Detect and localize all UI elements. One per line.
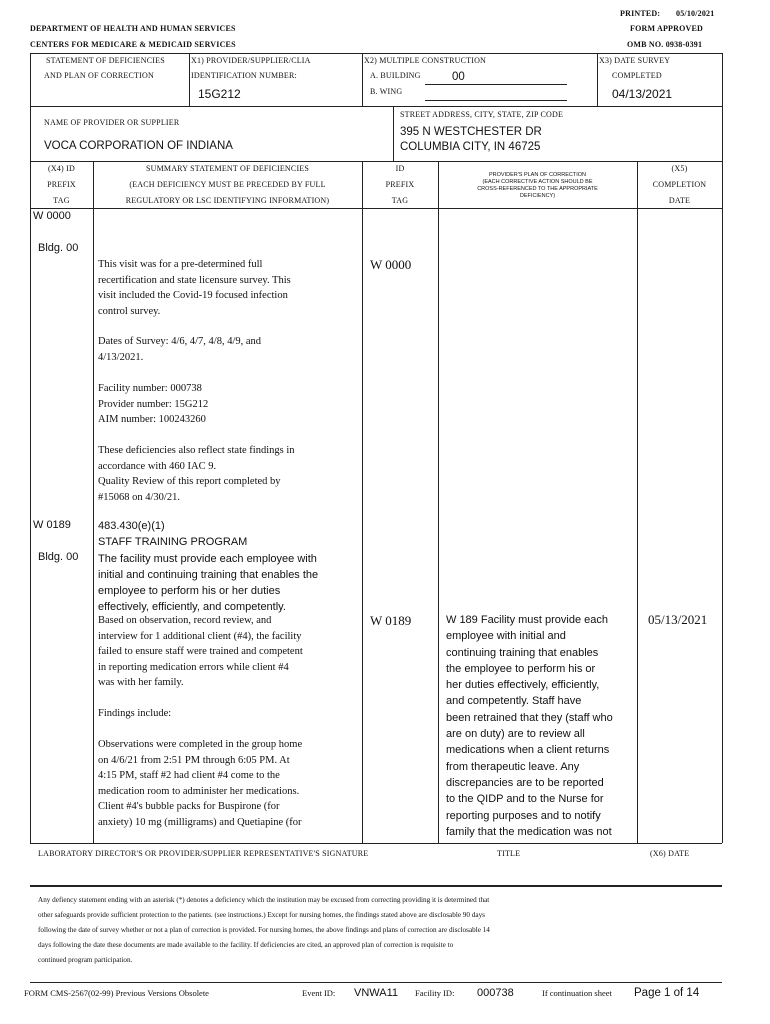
line: Provider number: 15G212 xyxy=(98,398,209,410)
x5-header-2: COMPLETION xyxy=(652,180,707,189)
date-survey-label-2: COMPLETED xyxy=(612,71,662,80)
line: visit included the Covid-19 focused infection xyxy=(98,290,288,301)
x4-header-3: TAG xyxy=(53,196,70,205)
id-prefix-tag-1: W 0000 xyxy=(370,257,412,272)
address-label: STREET ADDRESS, CITY, STATE, ZIP CODE xyxy=(400,110,564,119)
regulation-title xyxy=(98,518,360,616)
line: anxiety) 10 mg (milligrams) and Quetiapine (for xyxy=(98,816,302,828)
department-name: DEPARTMENT OF HEALTH AND HUMAN SERVICES xyxy=(30,24,236,33)
provider-id-label-2: IDENTIFICATION NUMBER: xyxy=(191,71,297,80)
line: in reporting medication errors while client #4 xyxy=(98,661,289,673)
summary-header-1: SUMMARY STATEMENT OF DEFICIENCIES xyxy=(145,164,310,173)
line: initial and continuing training that enables the xyxy=(98,568,319,581)
deficiency-para-2 xyxy=(98,334,360,365)
id-prefix-tag-2: W 0189 xyxy=(370,613,412,628)
deficiency-para-1 xyxy=(98,257,360,319)
plan-header-1: PROVIDER'S PLAN OF CORRECTION xyxy=(488,172,586,178)
provider-id-value: 15G212 xyxy=(198,87,241,101)
line: AIM number: 100243260 xyxy=(98,414,206,425)
line: was with her family. xyxy=(98,677,184,688)
line: and competently. Staff have xyxy=(446,695,582,708)
line: continuing training that enables xyxy=(446,646,599,659)
form-number: FORM CMS-2567(02-99) Previous Versions Obsolete xyxy=(24,988,209,998)
id-header-1: ID xyxy=(395,164,405,173)
line: continued program participation. xyxy=(38,956,133,964)
x5-header-3: DATE xyxy=(668,196,691,205)
line: her duties effectively, efficiently, xyxy=(446,679,600,692)
plan-of-correction-text xyxy=(446,612,634,840)
deficiency-para-3 xyxy=(98,381,360,428)
line: The facility must provide each employee with xyxy=(98,552,317,565)
address-line-1: 395 N WESTCHESTER DR xyxy=(400,126,542,138)
deficiency-para-7 xyxy=(98,737,360,830)
deficiency-para-4 xyxy=(98,443,360,505)
line: This visit was for a pre-determined full xyxy=(98,259,263,270)
line: recertification and state licensure survey. This xyxy=(98,274,291,286)
line: following the date of survey whether or not a plan of correction is provided. For nursing homes, the above findings and plans of correction are disclosable 14 xyxy=(38,926,490,934)
line: control survey. xyxy=(98,305,161,317)
building-tag-1: Bldg. 00 xyxy=(38,242,79,254)
line: Client #4's bubble packs for Buspirone (for xyxy=(98,801,280,812)
line: 4/13/2021. xyxy=(98,351,144,363)
date-survey-label-1: X3) DATE SURVEY xyxy=(599,56,671,65)
line: are on duty) are to review all xyxy=(446,728,585,741)
printed-date: 05/10/2021 xyxy=(676,9,715,18)
line: #15068 on 4/30/21. xyxy=(98,491,180,503)
line: days following the date these documents are made available to the facility. If deficiencies are cited, an approved plan of correction is requisite to xyxy=(38,941,454,949)
line: from therapeutic leave. Any xyxy=(446,760,580,773)
prefix-tag-1: W 0000 xyxy=(33,210,71,222)
line: Findings include: xyxy=(98,708,172,719)
line: medication room to administer her medications. xyxy=(98,785,300,797)
line: Based on observation, record review, and xyxy=(98,615,272,626)
line: effectively, efficiently, and competently. xyxy=(98,601,286,614)
line: interview for 1 additional client (#4), the facility xyxy=(98,630,302,642)
line: These deficiencies also reflect state findings in xyxy=(98,445,295,456)
completion-date: 05/13/2021 xyxy=(648,612,708,627)
centers-name: CENTERS FOR MEDICARE & MEDICAID SERVICES xyxy=(30,40,236,49)
provider-name-label: NAME OF PROVIDER OR SUPPLIER xyxy=(44,118,180,127)
line: 483.430(e)(1) xyxy=(98,520,165,532)
summary-header-3: REGULATORY OR LSC IDENTIFYING INFORMATION) xyxy=(125,196,330,205)
line: Dates of Survey: 4/6, 4/7, 4/8, 4/9, and xyxy=(98,336,262,347)
event-id-value: VNWA11 xyxy=(354,987,399,999)
summary-header-2: (EACH DEFICIENCY MUST BE PRECEDED BY FULL xyxy=(129,180,326,189)
line: W 189 Facility must provide each xyxy=(446,614,609,626)
building-value: 00 xyxy=(452,71,465,83)
line: 4:15 PM, staff #2 had client #4 come to the xyxy=(98,770,280,781)
line: on 4/6/21 from 2:51 PM through 6:05 PM. At xyxy=(98,754,290,766)
line: Quality Review of this report completed by xyxy=(98,476,281,487)
printed-label: PRINTED: xyxy=(620,9,661,18)
deficiency-para-6 xyxy=(98,706,360,722)
plan-header-3: CROSS-REFERENCED TO THE APPROPRIATE xyxy=(477,186,598,192)
line: STAFF TRAINING PROGRAM xyxy=(98,536,248,549)
form-approved: FORM APPROVED xyxy=(630,24,704,33)
line: to the QIDP and to the Nurse for xyxy=(446,793,604,806)
line: accordance with 460 IAC 9. xyxy=(98,460,217,472)
id-header-2: PREFIX xyxy=(385,180,415,189)
plan-header-2: (EACH CORRECTIVE ACTION SHOULD BE xyxy=(482,179,593,185)
x5-header-1: (X5) xyxy=(671,164,688,173)
omb-number: OMB NO. 0938-0391 xyxy=(627,40,703,49)
line: Observations were completed in the group home xyxy=(98,739,303,750)
event-id-label: Event ID: xyxy=(302,988,336,998)
address-line-2: COLUMBIA CITY, IN 46725 xyxy=(400,141,541,153)
date-label: (X6) DATE xyxy=(650,849,690,858)
x4-header-2: PREFIX xyxy=(47,180,76,189)
line: failed to ensure staff were trained and competent xyxy=(98,646,303,657)
x4-header-1: (X4) ID xyxy=(48,164,75,173)
plan-header-4: DEFICIENCY) xyxy=(519,193,556,199)
title-label: TITLE xyxy=(497,849,521,858)
multiple-construction-label: X2) MULTIPLE CONSTRUCTION xyxy=(364,56,487,65)
line: Any defiency statement ending with an asterisk (*) denotes a deficiency which the institution may be excused from correcting providing it is determined that xyxy=(38,896,490,904)
plan-header xyxy=(438,172,637,200)
signature-label: LABORATORY DIRECTOR'S OR PROVIDER/SUPPLIER REPRESENTATIVE'S SIGNATURE xyxy=(38,849,369,858)
wing-label: B. WING xyxy=(370,87,403,96)
date-survey-value: 04/13/2021 xyxy=(612,87,673,101)
line: other safeguards provide sufficient protection to the patients. (see instructions.) Except for nursing homes, the findings stated above are disclosable 90 days xyxy=(38,911,485,919)
line: Facility number: 000738 xyxy=(98,383,202,394)
line: employee to perform his or her duties xyxy=(98,585,281,598)
line: the employee to perform his or xyxy=(446,662,596,675)
provider-id-label-1: X1) PROVIDER/SUPPLIER/CLIA xyxy=(191,56,311,65)
line: reporting purposes and to notify xyxy=(446,809,601,822)
disclaimer xyxy=(38,893,718,968)
deficiency-para-5 xyxy=(98,613,360,691)
id-header-3: TAG xyxy=(391,196,409,205)
line: discrepancies are to be reported xyxy=(446,776,604,789)
line: medications when a client returns xyxy=(446,744,610,757)
line: family that the medication was not xyxy=(446,825,612,838)
signature-line xyxy=(30,885,722,887)
line: employee with initial and xyxy=(446,630,566,643)
facility-id-value: 000738 xyxy=(477,987,514,999)
statement-label-1: STATEMENT OF DEFICIENCIES xyxy=(46,56,165,65)
continuation-label: If continuation sheet xyxy=(542,988,612,998)
building-label: A. BUILDING xyxy=(370,71,421,80)
provider-name-value: VOCA CORPORATION OF INDIANA xyxy=(44,140,233,152)
line: been retrained that they (staff who xyxy=(446,711,613,724)
prefix-tag-2: W 0189 xyxy=(33,519,71,531)
page-number: Page 1 of 14 xyxy=(634,987,700,999)
statement-label-2: AND PLAN OF CORRECTION xyxy=(44,71,154,80)
building-tag-2: Bldg. 00 xyxy=(38,551,79,563)
facility-id-label: Facility ID: xyxy=(415,988,455,998)
